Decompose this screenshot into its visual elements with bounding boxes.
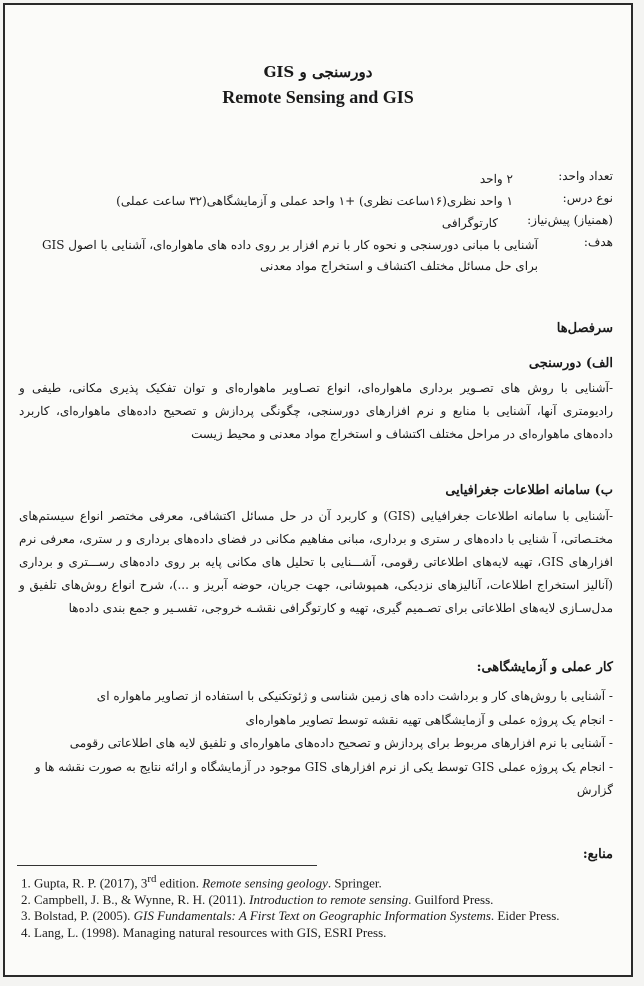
meta-row-goal [17, 235, 613, 273]
ref-number: 3. [21, 908, 31, 924]
ref-title: Introduction to remote sensing [249, 891, 409, 907]
syllabus-heading: سرفصل‌ها [556, 321, 613, 336]
part-a-heading: الف) دورسنجی [528, 356, 613, 371]
ref-title: Remote sensing geology [202, 875, 328, 891]
ref-number: 2. [21, 891, 31, 907]
list-item: - انجام یک پروژه عملی GIS توسط یکی از نرم افزارهای GIS موجود در آزمایشگاه و ارائه نتایج به صورت نقشه ها و گزارش [34, 759, 613, 797]
list-item: - انجام یک پروژه عملی و آزمایشگاهی تهیه نقشه توسط تصاویر ماهواره‌ای [245, 712, 613, 727]
ref-publisher: . Guilford Press. [408, 891, 494, 907]
practical-heading: کار عملی و آزمایشگاهی: [476, 660, 613, 675]
references-list [21, 871, 611, 941]
ref-authors: Gupta, R. P. (2017), [34, 875, 141, 891]
references-divider [17, 865, 317, 866]
meta-label: تعداد واحد: [558, 169, 613, 183]
part-a-text: -آشنایی با روش های تصـویر برداری ماهواره‌ای، انواع تصـاویر ماهواره‌ای و توان تفکیک پذیری مکانی، طیفی و رادیومتری آنها، آشنایی با منابع و نرم افزارهای دورسنجی، چگونگی پردازش و تصحیح داده‌های ماهواره‌ای، کاربرد داده‌های ماهواره‌ای در مراحل مختلف اکتشاف و استخراج مواد معدنی و محیط زیست [19, 381, 613, 441]
ref-edition-tail: edition. [156, 875, 203, 891]
ref-number: 4. [21, 924, 31, 940]
ref-number: 1. [21, 875, 31, 891]
meta-label: هدف: [583, 235, 613, 249]
meta-row-course-type [17, 191, 613, 211]
references-heading: منابع: [582, 847, 613, 862]
ref-authors: Campbell, J. B., & Wynne, R. H. (2011). [34, 891, 250, 907]
ref-edition: 3 [140, 875, 148, 891]
meta-row-units [17, 169, 613, 189]
reference-item [21, 908, 611, 925]
reference-item [21, 925, 611, 942]
meta-label: (همنیاز) پیش‌نیاز: [527, 213, 613, 227]
document-page [3, 3, 633, 977]
part-b-heading: ب) سامانه اطلاعات جغرافیایی [445, 483, 613, 498]
meta-label: نوع درس: [562, 191, 613, 205]
list-item: - آشنایی با روش‌های کار و برداشت داده های زمین شناسی و ژئوتکنیکی با استفاده از تصاویر ماهواره ای [96, 689, 613, 703]
meta-value: ۲ واحد [479, 172, 513, 186]
ref-edition-suffix: rd [147, 873, 157, 885]
meta-value: کارتوگرافی [441, 216, 498, 230]
ref-publisher: . Eider Press. [490, 908, 560, 924]
ref-authors: Bolstad, P. (2005). [34, 908, 134, 924]
ref-publisher: . Springer. [327, 875, 382, 891]
meta-value: آشنایی با مبانی دورسنجی و نحوه کار با نرم افزار بر روی داده های ماهواره‌ای، آشنایی با اصول GIS برای حل مسائل مختلف اکتشاف و استخراج مواد معدنی [41, 238, 538, 273]
reference-item [21, 871, 611, 892]
meta-row-prerequisite [17, 213, 613, 233]
ref-title: GIS Fundamentals: A First Text on Geographic Information Systems [133, 908, 491, 924]
title-english: Remote Sensing and GIS [222, 87, 414, 107]
part-b-text: -آشنایی با سامانه اطلاعات جغرافیایی (GIS) و کاربرد آن در حل مسائل اکتشافی، معرفی مختصر انواع سیستم‌های مختـصاتی، آ شنایی با داده‌های ر ستری و برداری، مبانی مفاهیم مکانی در فضای داده‌های برداری و ر ستری، معرفی نرم افزارهای GIS، تهیه لایه‌های اطلاعاتی رقومی، آشـــنایی با تحلیل های مکانی پایه بر روی داده‌های رســـتری و برداری (آنالیز استخراج اطلاعات، آنالیزهای نزدیکی، همپوشانی، جهت جریان، حوضه آبریز و ...)، شرح انواع روش‌های تلفیق و مدل‌سـازی لایه‌های اطلاعاتی برای تصـمیم گیری، تهیه و کارتوگرافی نقشـه خروجی، تفسـیر و جمع بندی داده‌ها [19, 509, 614, 615]
list-item: - آشنایی با نرم افزارهای مربوط برای پردازش و تصحیح داده‌های ماهواره‌ای و تلفیق لایه های اطلاعاتی رقومی [69, 736, 613, 750]
title-persian: دورسنجی و GIS [263, 63, 373, 81]
ref-authors: Lang, L. (1998). Managing natural resources with GIS, ESRI Press. [34, 924, 387, 940]
reference-item [21, 892, 611, 909]
practical-list [19, 685, 613, 803]
meta-value: ۱ واحد نظری(۱۶ساعت نظری) +۱ واحد عملی و آزمایشگاهی(۳۲ ساعت عملی) [116, 194, 513, 208]
